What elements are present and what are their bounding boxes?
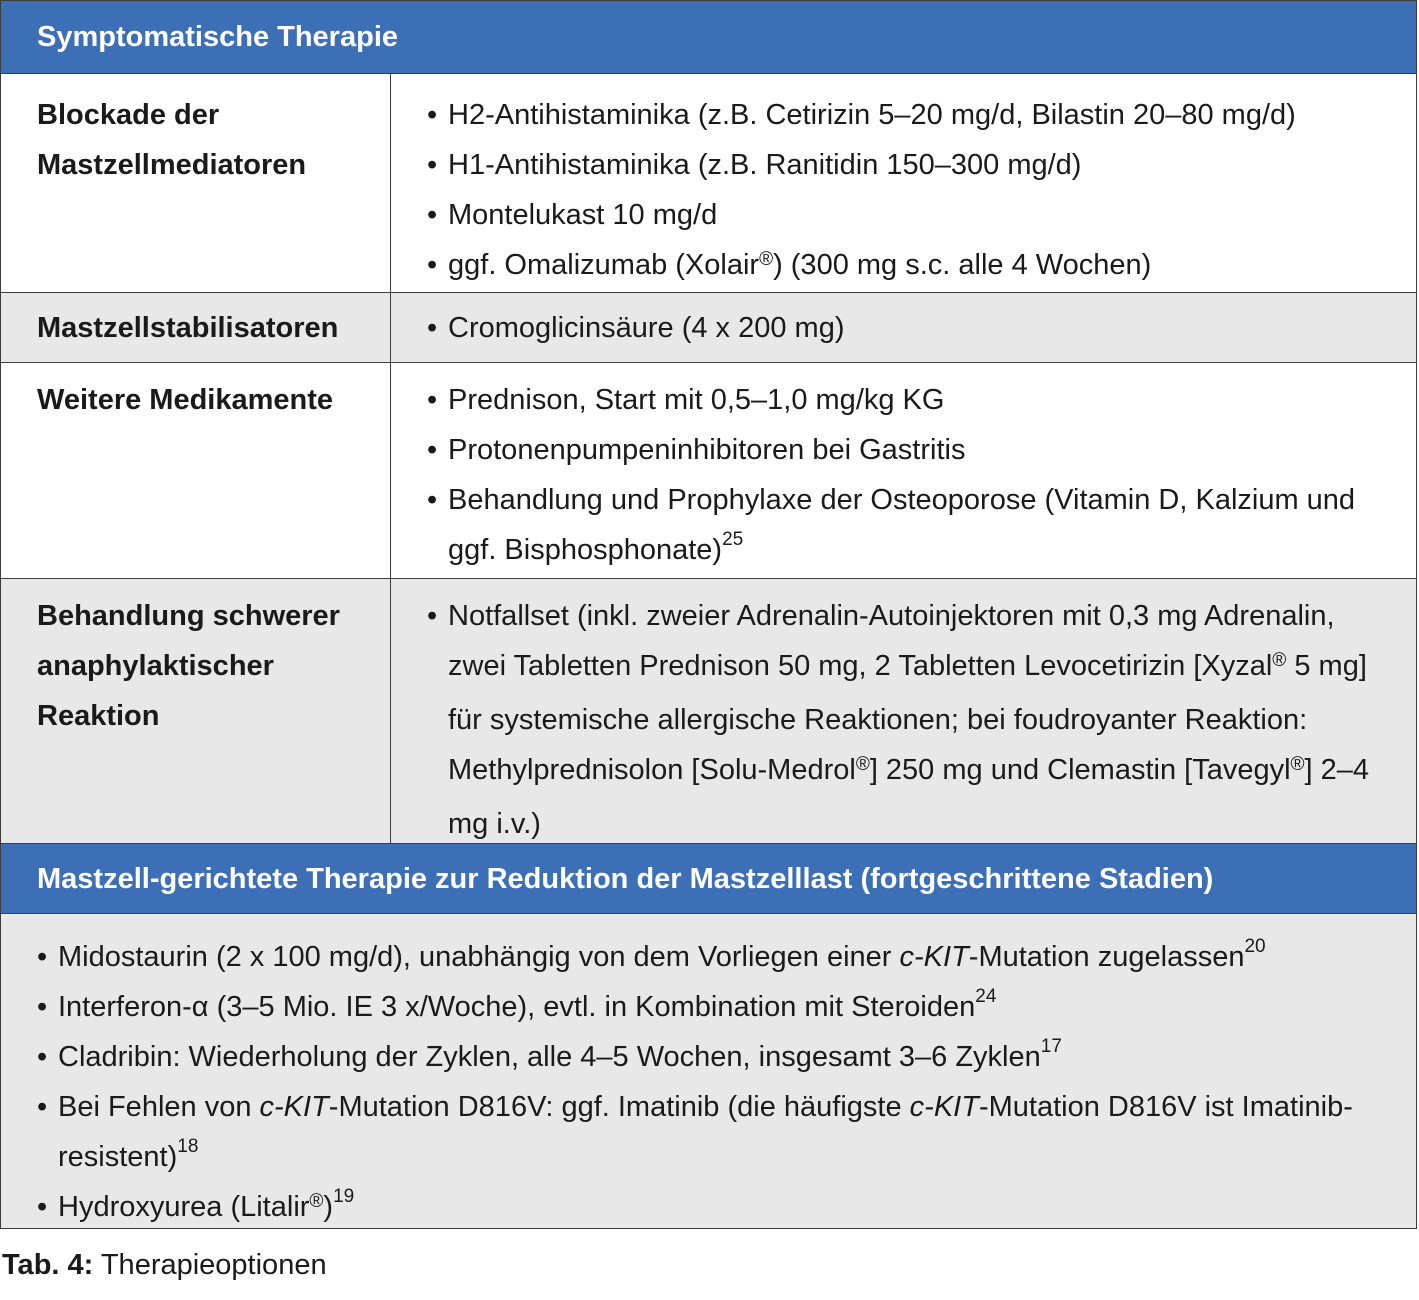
list-item: • Hydroxyurea (Litalir®)$^{19}$	[37, 1182, 1396, 1236]
list-item: • ggf. Omalizumab (Xolair®) (300 mg s.c. alle 4 Wochen)	[427, 240, 1396, 294]
table-row	[1, 363, 1416, 579]
row-label: Weitere Medikamente	[1, 363, 391, 578]
list-item: • Interferon-α (3–5 Mio. IE 3 x/Woche), evtl. in Kombination mit Steroiden$^{24}$	[37, 982, 1396, 1032]
table-row	[1, 293, 1416, 363]
section-title: Symptomatische Therapie	[37, 21, 398, 53]
list-item: • Montelukast 10 mg/d	[427, 190, 1396, 240]
row-label: Behandlung schwerer anaphylaktischer Reaktion	[1, 579, 391, 843]
table-caption	[2, 1240, 327, 1290]
list-item: • Bei Fehlen von c-KIT-Mutation D816V: ggf. Imatinib (die häufigste c-KIT-Mutation D816V ist Imatinib-resistent)$^{18}$	[37, 1082, 1396, 1182]
list-item: • Midostaurin (2 x 100 mg/d), unabhängig von dem Vorliegen einer c-KIT-Mutation zugelassen$^{20}$	[37, 932, 1396, 982]
list-item: • H2-Antihistaminika (z.B. Cetirizin 5–20 mg/d, Bilastin 20–80 mg/d)	[427, 90, 1396, 140]
list-item: • Behandlung und Prophylaxe der Osteoporose (Vitamin D, Kalzium und ggf. Bisphosphonate)$^{25}$	[427, 475, 1396, 575]
section-header-mast-cell	[1, 844, 1416, 914]
row-items	[391, 293, 1416, 362]
table-row	[1, 74, 1416, 293]
list-item: • Prednison, Start mit 0,5–1,0 mg/kg KG	[427, 375, 1396, 425]
row-items	[391, 74, 1416, 292]
list-item: • H1-Antihistaminika (z.B. Ranitidin 150–300 mg/d)	[427, 140, 1396, 190]
list-item: • Cladribin: Wiederholung der Zyklen, alle 4–5 Wochen, insgesamt 3–6 Zyklen$^{17}$	[37, 1032, 1396, 1082]
caption-label: Tab. 4:	[2, 1249, 94, 1281]
list-item: • Cromoglicinsäure (4 x 200 mg)	[427, 303, 1396, 353]
list-item: • Notfallset (inkl. zweier Adrenalin-Autoinjektoren mit 0,3 mg Adrenalin, zwei Tabletten Prednison 50 mg, 2 Tabletten Levocetirizin [Xyzal® 5 mg] für systemische allergische Reaktionen; bei foudroyanter Reaktion: Methylprednisolon [Solu-Medrol®] 250 mg und Clemastin [Tavegyl®] 2–4 mg i.v.)	[427, 591, 1396, 849]
table-row	[1, 579, 1416, 844]
row-items	[391, 363, 1416, 578]
row-items	[391, 579, 1416, 843]
section-header-symptomatic	[1, 1, 1416, 74]
row-label: Blockade der Mastzellmediatoren	[1, 74, 391, 292]
caption-text: Therapieoptionen	[93, 1249, 327, 1281]
mast-cell-therapy-list	[1, 914, 1416, 1228]
row-label: Mastzellstabilisatoren	[1, 293, 391, 362]
list-item: • Protonenpumpeninhibitoren bei Gastritis	[427, 425, 1396, 475]
section-title: Mastzell-gerichtete Therapie zur Reduktion der Mastzelllast (fortgeschrittene Stadien)	[37, 863, 1214, 895]
